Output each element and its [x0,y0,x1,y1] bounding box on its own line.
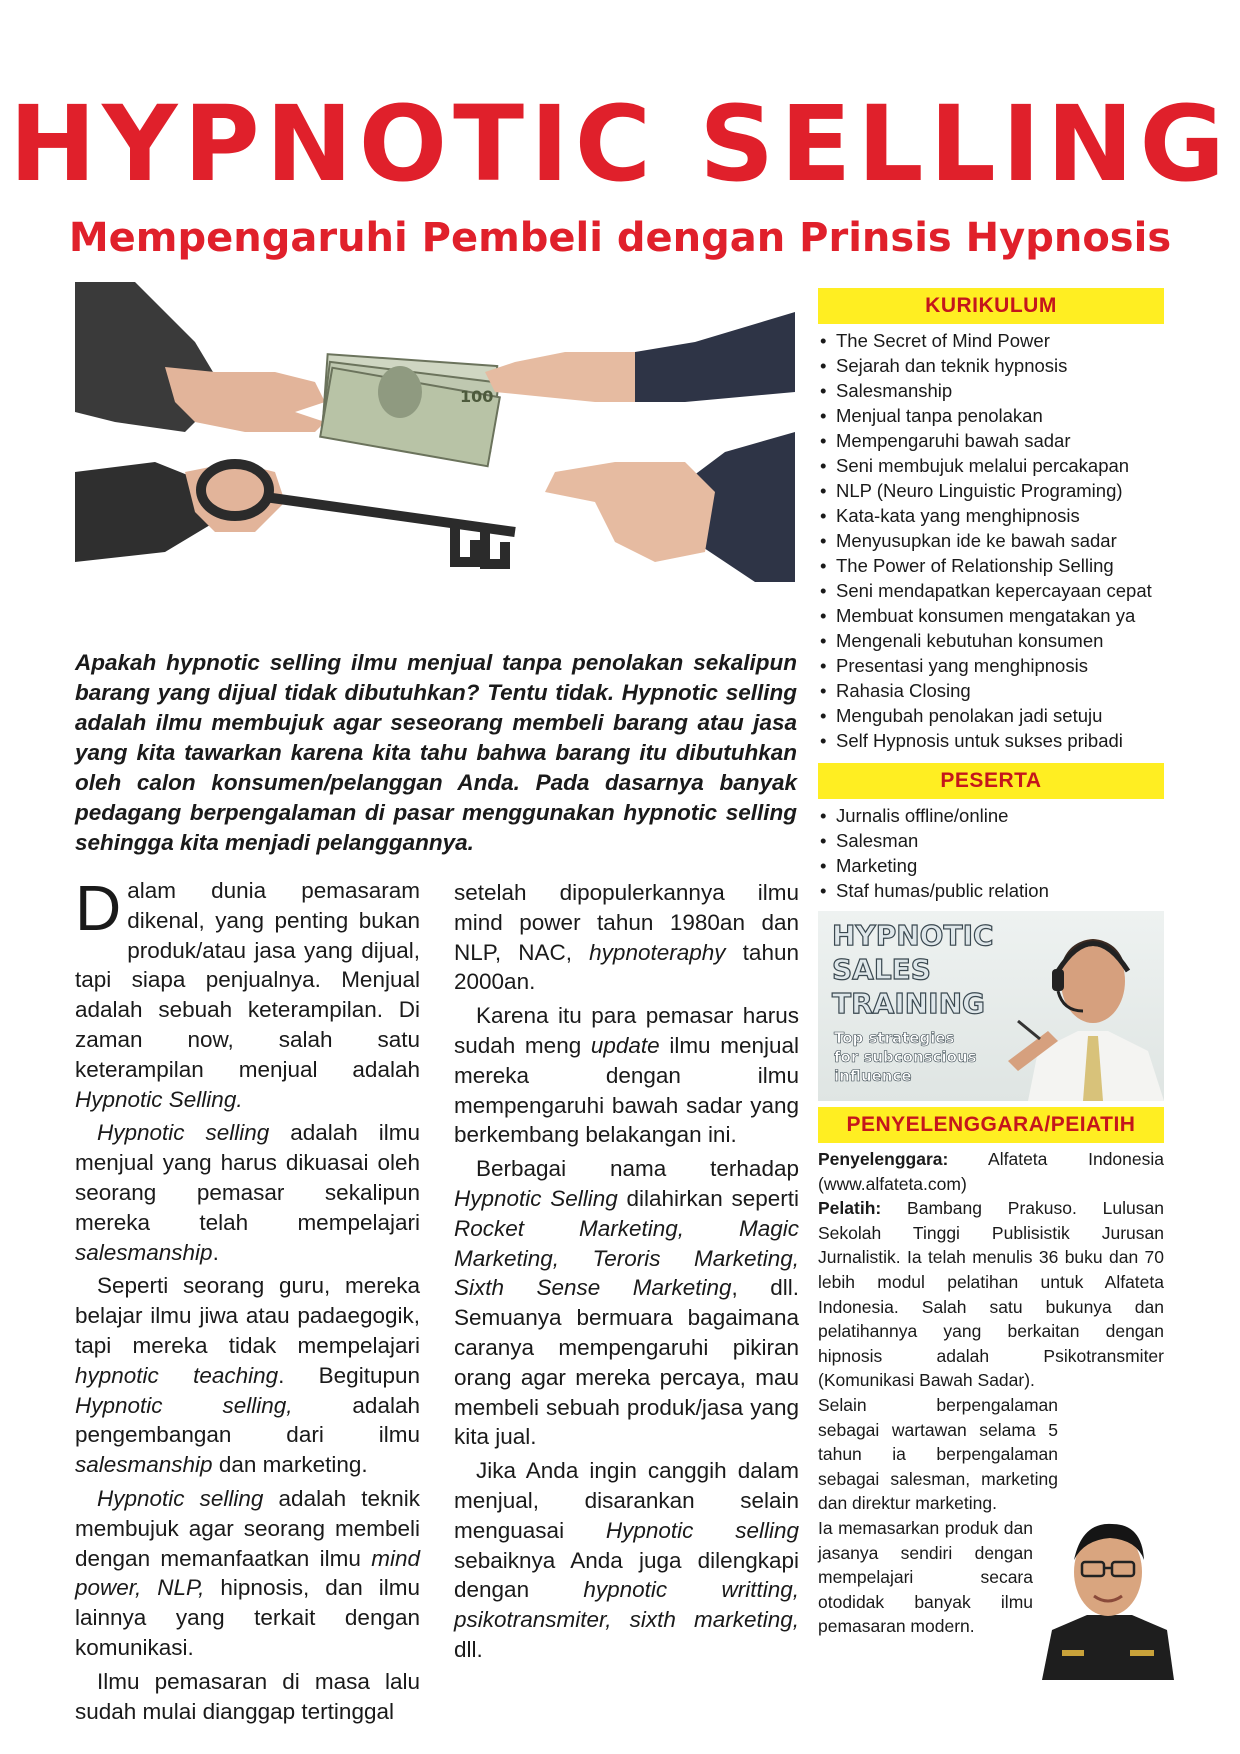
trainer-portrait [1042,1510,1174,1680]
peserta-item: • Salesman [818,828,1164,853]
kurikulum-item: • Membuat konsumen mengatakan ya [818,603,1164,628]
kurikulum-item: • NLP (Neuro Linguistic Programing) [818,478,1164,503]
article-paragraph: Jika Anda ingin canggih dalam menjual, disarankan selain menguasai Hypnotic selling sebaiknya Anda juga dilengkapi dengan hypnotic writting, psikotransmiter, sixth marketing, dll. [454,1458,799,1662]
kurikulum-item: • Menyusupkan ide ke bawah sadar [818,528,1164,553]
kurikulum-item: • Mempengaruhi bawah sadar [818,428,1164,453]
article-paragraph: Seperti seorang guru, mereka belajar ilmu jiwa atau padaegogik, tapi mereka tidak mempelajari hypnotic teaching. Begitupun Hypnotic selling, adalah pengembangan dari ilmu salesmanship dan marketing. [75,1273,420,1478]
article-column-2 [454,878,799,1669]
kurikulum-item: • Mengubah penolakan jadi setuju [818,703,1164,728]
peserta-list [818,803,1164,903]
peserta-item: • Staf humas/public relation [818,878,1164,903]
page-title: HYPNOTIC SELLING [9,83,1231,205]
banner-title: HYPNOTIC SALES TRAINING [832,919,994,1020]
kurikulum-item: • The Power of Relationship Selling [818,553,1164,578]
trainer-with-headset-icon [1008,911,1164,1101]
trainer-portrait-icon [1042,1510,1174,1680]
kurikulum-item: • Presentasi yang menghipnosis [818,653,1164,678]
kurikulum-item: • Rahasia Closing [818,678,1164,703]
sidebar [818,288,1164,1639]
kurikulum-item: • Sejarah dan teknik hypnosis [818,353,1164,378]
kurikulum-heading: KURIKULUM [818,288,1164,324]
peserta-item: • Jurnalis offline/online [818,803,1164,828]
page-subtitle: Mempengaruhi Pembeli dengan Prinsis Hypnosis [68,215,1172,261]
kurikulum-item: • Seni mendapatkan kepercayaan cepat [818,578,1164,603]
article-paragraph: Dalam dunia pemasaram dikenal, yang penting bukan produk/atau jasa yang dijual, tapi siapa penjualnya. Menjual adalah sebuah keterampilan. Di zaman now, salah satu keterampilan menjual adalah Hypnotic Selling. [75,872,420,1112]
article-paragraph: Karena itu para pemasar harus sudah meng update ilmu menjual mereka dengan ilmu mempengaruhi bawah sadar yang berkembang belakangan ini. [454,1003,799,1148]
article-column-1 [75,872,420,1730]
intro-paragraph: Apakah hypnotic selling ilmu menjual tanpa penolakan sekalipun barang yang dijual tidak dibutuhkan? Tentu tidak. Hypnotic selling adalah ilmu membujuk agar seseorang membeli barang atau jasa yang kita tawarkan karena kita tahu bahwa barang itu dibutuhkan oleh calon konsumen/pelanggan Anda. Pada dasarnya banyak pedagang berpengalaman di pasar menggunakan hypnotic selling sehingga kita menjadi pelanggannya. [75,650,797,855]
organizer-line: Penyelenggara: Alfateta Indonesia (www.alfateta.com) [818,1149,1164,1194]
article-paragraph: setelah dipopulerkannya ilmu mind power tahun 1980an dan NLP, NAC, hypnoteraphy tahun 2000an. [454,880,799,995]
kurikulum-list [818,328,1164,753]
penyelenggara-heading: PENYELENGGARA/PEIATIH [818,1107,1164,1143]
article-paragraph: Hypnotic selling adalah ilmu menjual yang harus dikuasai oleh seorang pemasar sekalipun mereka telah mempelajari salesmanship. [75,1120,420,1265]
kurikulum-item: • The Secret of Mind Power [818,328,1164,353]
banner-tagline: Top strategies for subconscious influence [834,1029,977,1085]
trainer-bio-1: Selain berpengalaman sebagai wartawan selama 5 tahun ia berpengalaman sebagai salesman, marketing dan direktur marketing. [818,1394,1058,1514]
kurikulum-item: • Mengenali kebutuhan konsumen [818,628,1164,653]
drop-cap: D [75,872,122,944]
kurikulum-item: • Menjual tanpa penolakan [818,403,1164,428]
article-paragraph: Ilmu pemasaran di masa lalu sudah mulai dianggap tertinggal [75,1668,420,1724]
svg-text:100: 100 [460,387,494,406]
peserta-item: • Marketing [818,853,1164,878]
kurikulum-item: • Seni membujuk melalui percakapan [818,453,1164,478]
peserta-heading: PESERTA [818,763,1164,799]
trainer-line: Pelatih: Bambang Prakuso. Lulusan Sekolah Tinggi Publisistik Jurusan Jurnalistik. Ia telah menulis 36 buku dan 70 lebih modul pelatihan untuk Alfateta Indonesia. Salah satu bukunya dan pelatihannya yang berkaitan dengan hipnosis adalah Psikotransmiter (Komunikasi Bawah Sadar). [818,1198,1164,1391]
kurikulum-item: • Self Hypnosis untuk sukses pribadi [818,728,1164,753]
article-paragraph: Hypnotic selling adalah teknik membujuk agar seorang membeli dengan memanfaatkan ilmu mind power, NLP, hipnosis, dan ilmu lainnya yang terkait dengan komunikasi. [75,1485,420,1660]
hero-image [75,282,795,624]
trainer-bio-2: Ia memasarkan produk dan jasanya sendiri dengan mempelajari secara otodidak banyak ilmu pemasaran modern. [818,1517,1033,1637]
money-icon [320,354,500,466]
sales-training-banner [818,911,1164,1101]
kurikulum-item: • Kata-kata yang menghipnosis [818,503,1164,528]
money-key-exchange-illustration [75,282,795,624]
article-paragraph: Berbagai nama terhadap Hypnotic Selling dilahirkan seperti Rocket Marketing, Magic Marketing, Teroris Marketing, Sixth Sense Marketing, dll. Semuanya bermuara bagaimana caranya mempengaruhi pikiran orang agar mereka percaya, mau membeli sebuah produk/jasa yang kita jual. [454,1156,799,1450]
kurikulum-item: • Salesmanship [818,378,1164,403]
